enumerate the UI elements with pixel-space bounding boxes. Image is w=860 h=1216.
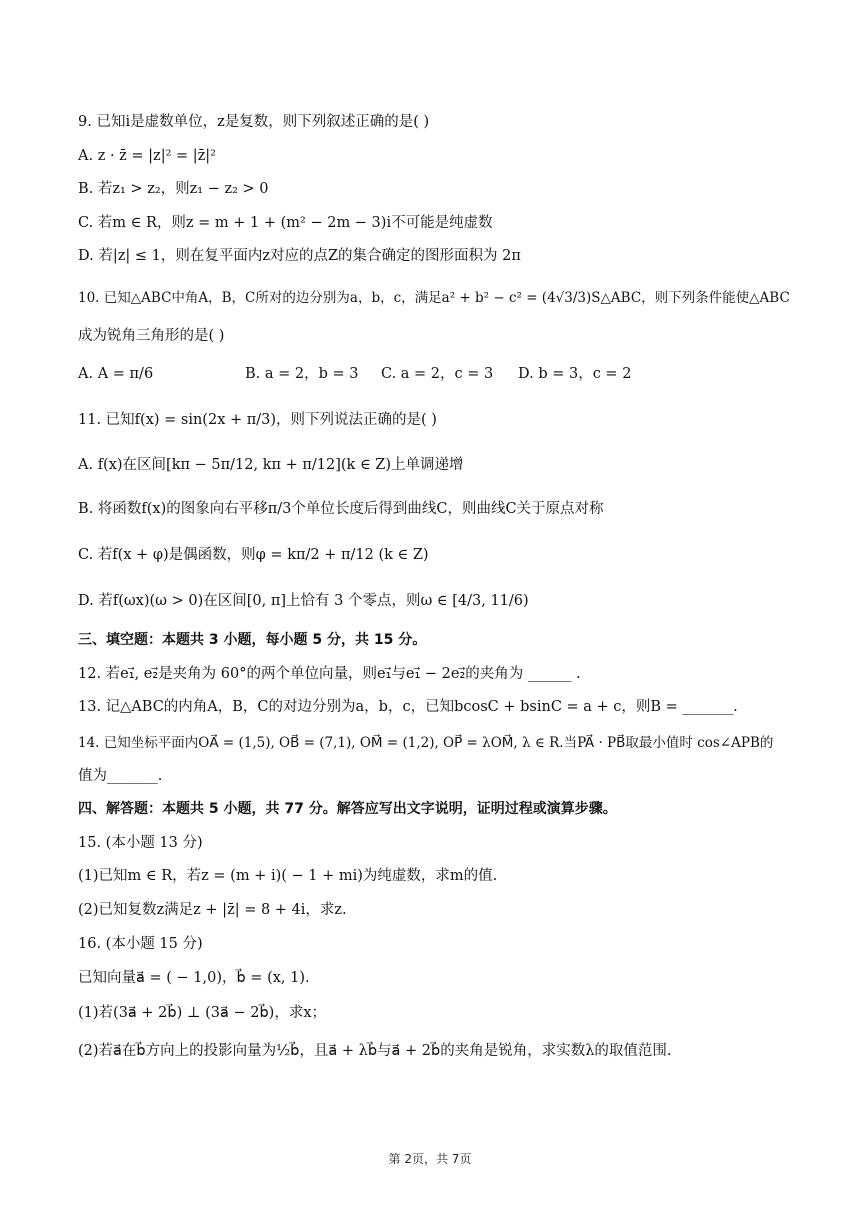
question-11-option-d: D. 若f(ωx)(ω > 0)在区间[0, π]上恰有 3 个零点，则ω ∈ [4/3, 11/6) bbox=[78, 593, 529, 609]
question-16-part-1: (1)若(3a⃗ + 2b⃗) ⊥ (3a⃗ − 2b⃗)，求x； bbox=[78, 1005, 327, 1021]
question-15-part-1: (1)已知m ∈ R，若z = (m + i)( − 1 + mi)为纯虚数，求m的值. bbox=[78, 868, 498, 884]
question-16-heading: 16. (本小题 15 分) bbox=[78, 936, 203, 952]
question-9-stem: 9. 已知i是虚数单位，z是复数，则下列叙述正确的是( ) bbox=[78, 114, 430, 130]
question-14-line2: 值为_______. bbox=[78, 768, 163, 784]
question-10-stem-line2: 成为锐角三角形的是( ) bbox=[78, 328, 225, 344]
question-10-option-b: B. a = 2，b = 3 bbox=[245, 366, 359, 382]
question-15-heading: 15. (本小题 13 分) bbox=[78, 835, 203, 851]
question-11-option-c: C. 若f(x + φ)是偶函数，则φ = kπ/2 + π/12 (k ∈ Z) bbox=[78, 547, 429, 563]
question-15-part-2: (2)已知复数z满足z + |z̄| = 8 + 4i，求z. bbox=[78, 902, 347, 918]
question-10-option-d: D. b = 3，c = 2 bbox=[518, 366, 632, 382]
question-10-stem-line1: 10. 已知△ABC中角A，B，C所对的边分别为a，b，c，满足a² + b² − c² = (4√3/3)S△ABC，则下列条件能使△ABC bbox=[78, 290, 790, 306]
question-13: 13. 记△ABC的内角A，B，C的对边分别为a，b，c，已知bcosC + bsinC = a + c，则B = _______. bbox=[78, 699, 738, 715]
question-11-stem: 11. 已知f(x) = sin(2x + π/3)，则下列说法正确的是( ) bbox=[78, 412, 437, 428]
page-footer: 第 2页，共 7页 bbox=[388, 1152, 472, 1166]
question-9-option-d: D. 若|z| ≤ 1，则在复平面内z对应的点Z的集合确定的图形面积为 2π bbox=[78, 248, 521, 264]
question-10-options bbox=[78, 364, 778, 384]
question-9-option-c: C. 若m ∈ R，则z = m + 1 + (m² − 2m − 3)i不可能是纯虚数 bbox=[78, 215, 493, 231]
question-9-option-b: B. 若z₁ > z₂，则z₁ − z₂ > 0 bbox=[78, 181, 269, 197]
question-11-option-b: B. 将函数f(x)的图象向右平移π/3个单位长度后得到曲线C，则曲线C关于原点对称 bbox=[78, 501, 604, 517]
section-3-title: 三、填空题：本题共 3 小题，每小题 5 分，共 15 分。 bbox=[78, 632, 427, 648]
question-12: 12. 若e₁⃗, e₂⃗是夹角为 60°的两个单位向量，则e₁⃗与e₁⃗ − 2e₂⃗的夹角为 ______ . bbox=[78, 666, 581, 682]
question-14-line1: 14. 已知坐标平面内OA⃗ = (1,5), OB⃗ = (7,1), OM⃗ = (1,2), OP⃗ = λOM⃗, λ ∈ R.当PA⃗ · PB⃗取最小值时 cos∠APB的 bbox=[78, 735, 774, 751]
question-16-given: 已知向量a⃗ = ( − 1,0)，b⃗ = (x, 1). bbox=[78, 970, 310, 986]
question-10-option-c: C. a = 2，c = 3 bbox=[381, 366, 494, 382]
question-10-option-a: A. A = π/6 bbox=[78, 366, 154, 382]
section-4-title: 四、解答题：本题共 5 小题，共 77 分。解答应写出文字说明，证明过程或演算步骤。 bbox=[78, 801, 617, 817]
question-9-option-a: A. z · z̄ = |z|² = |z̄|² bbox=[78, 148, 216, 164]
question-11-option-a: A. f(x)在区间[kπ − 5π/12, kπ + π/12](k ∈ Z)上单调递增 bbox=[78, 457, 464, 473]
question-16-part-2: (2)若a⃗在b⃗方向上的投影向量为½b⃗，且a⃗ + λb⃗与a⃗ + 2b⃗的夹角是锐角，求实数λ的取值范围. bbox=[78, 1043, 672, 1059]
